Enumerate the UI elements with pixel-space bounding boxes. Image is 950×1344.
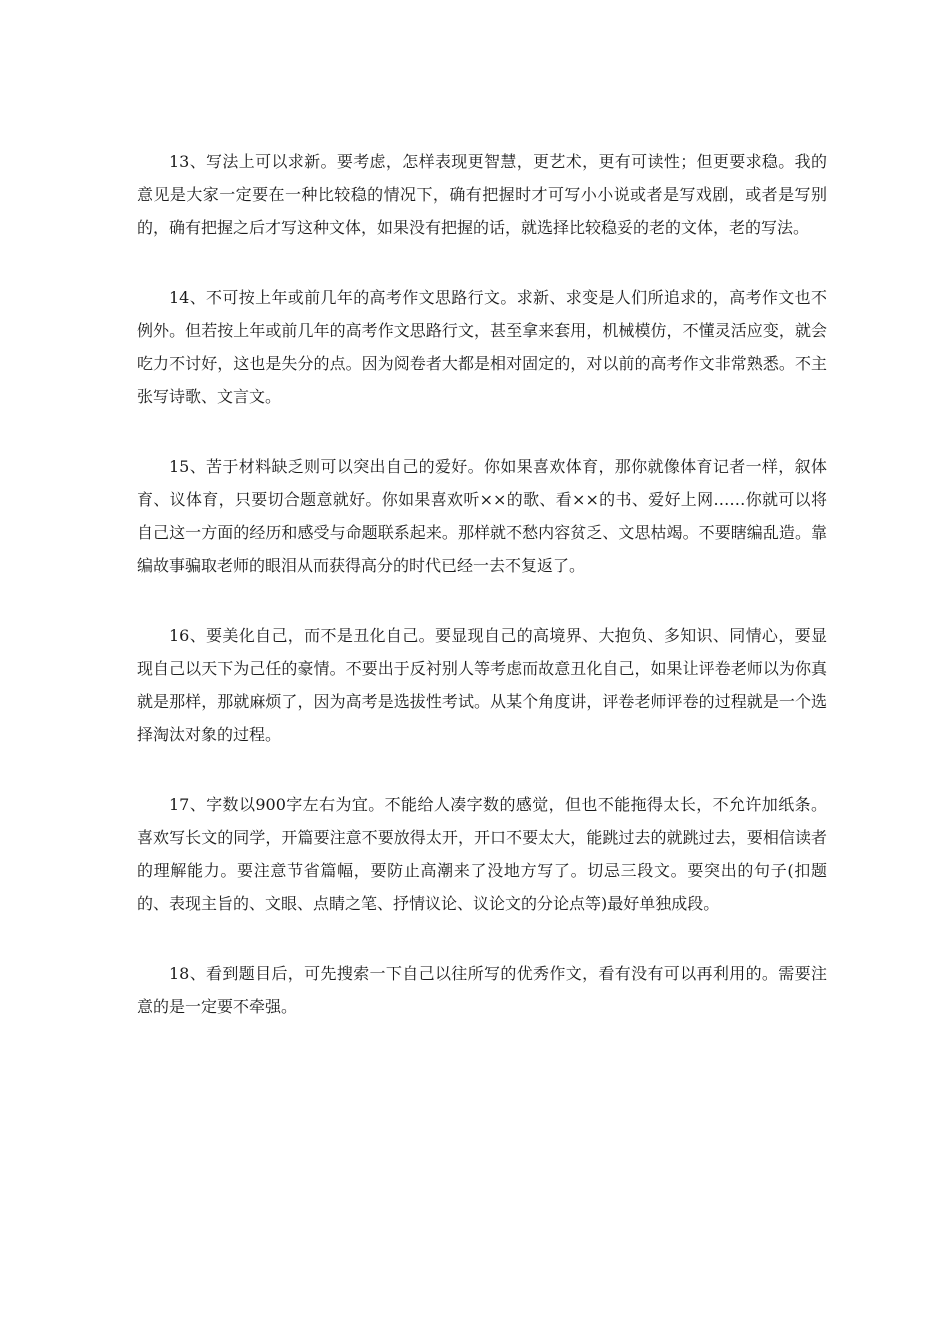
- document-page: [137, 145, 827, 1023]
- paragraph-18: 18、看到题目后，可先搜索一下自己以往所写的优秀作文，看有没有可以再利用的。需要注意的是一定要不牵强。: [137, 964, 827, 1016]
- paragraph-17: 17、字数以900字左右为宜。不能给人凑字数的感觉，但也不能拖得太长，不允许加纸条。喜欢写长文的同学，开篇要注意不要放得太开，开口不要太大，能跳过去的就跳过去，要相信读者的理解能力。要注意节省篇幅，要防止高潮来了没地方写了。切忌三段文。要突出的句子(扣题的、表现主旨的、文眼、点睛之笔、抒情议论、议论文的分论点等)最好单独成段。: [137, 795, 827, 913]
- paragraph-15: 15、苦于材料缺乏则可以突出自己的爱好。你如果喜欢体育，那你就像体育记者一样，叙体育、议体育，只要切合题意就好。你如果喜欢听××的歌、看××的书、爱好上网……你就可以将自己这一方面的经历和感受与命题联系起来。那样就不愁内容贫乏、文思枯竭。不要瞎编乱造。靠编故事骗取老师的眼泪从而获得高分的时代已经一去不复返了。: [137, 457, 827, 575]
- paragraph-16: 16、要美化自己，而不是丑化自己。要显现自己的高境界、大抱负、多知识、同情心，要显现自己以天下为己任的豪情。不要出于反衬别人等考虑而故意丑化自己，如果让评卷老师以为你真就是那样，那就麻烦了，因为高考是选拔性考试。从某个角度讲，评卷老师评卷的过程就是一个选择淘汰对象的过程。: [137, 626, 827, 744]
- paragraph-14: 14、不可按上年或前几年的高考作文思路行文。求新、求变是人们所追求的，高考作文也不例外。但若按上年或前几年的高考作文思路行文，甚至拿来套用，机械模仿，不懂灵活应变，就会吃力不讨好，这也是失分的点。因为阅卷者大都是相对固定的，对以前的高考作文非常熟悉。不主张写诗歌、文言文。: [137, 288, 827, 406]
- paragraph-13: 13、写法上可以求新。要考虑，怎样表现更智慧，更艺术，更有可读性；但更要求稳。我的意见是大家一定要在一种比较稳的情况下，确有把握时才可写小小说或者是写戏剧，或者是写别的，确有把握之后才写这种文体，如果没有把握的话，就选择比较稳妥的老的文体，老的写法。: [137, 152, 827, 237]
